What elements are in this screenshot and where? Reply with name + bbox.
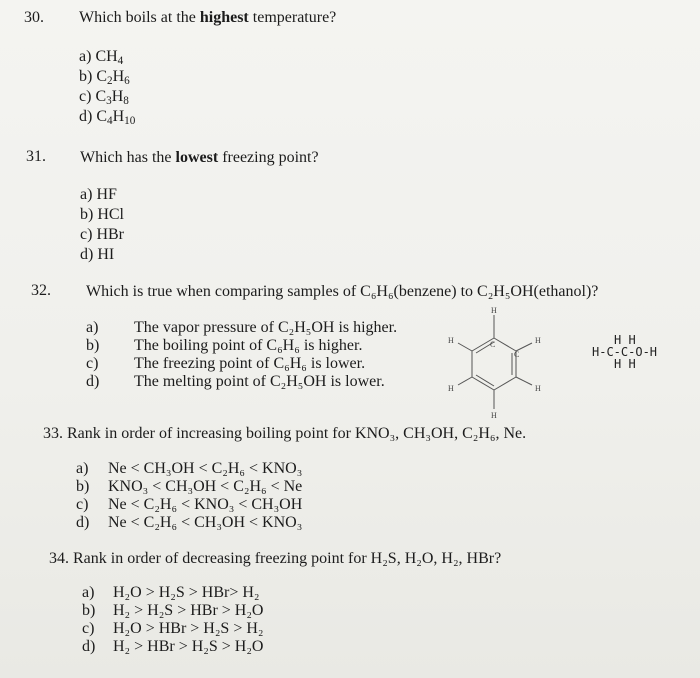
q31-option-c: c) HBr (80, 226, 124, 243)
q33-question-line (43, 425, 526, 443)
q32-option-d: The melting point of C₂H₅OH is lower. (134, 373, 385, 390)
q32-option-b: The boiling point of C₆H₆ is higher. (134, 337, 363, 354)
q32-options (134, 319, 397, 391)
q34-letters (82, 584, 95, 656)
q34-options (113, 584, 263, 656)
q31-text-after: freezing point? (218, 149, 319, 166)
q34-letter-d: d) (82, 638, 96, 655)
q33-option-d: Ne < C₂H₆ < CH₃OH < KNO₃ (108, 514, 303, 531)
q31-option-b: b) HCl (80, 206, 124, 223)
benzene-c-right: C (514, 350, 520, 359)
q34-option-d: H₂ > HBr > H₂S > H₂O (113, 638, 264, 655)
q34-option-c: H₂O > HBr > H₂S > H₂ (113, 620, 264, 637)
ethanol-structure (592, 334, 657, 370)
q30-options (79, 47, 135, 127)
q34-question: Rank in order of decreasing freezing point for H₂S, H₂O, H₂, HBr? (73, 550, 502, 567)
q33-letters (76, 460, 89, 532)
benzene-h-upper-left: H (448, 336, 454, 345)
q31-text-bold: lowest (175, 149, 219, 166)
ethanol-row-middle: H-C-C-O-H (592, 345, 658, 359)
q31-options (80, 185, 124, 265)
q30-text-before: Which boils at the (79, 9, 200, 26)
q32-number: 32. (31, 282, 51, 299)
q34-number: 34. (49, 550, 69, 567)
ethanol-row-bottom: H H (614, 357, 636, 371)
q33-option-c: Ne < C₂H₆ < KNO₃ < CH₃OH (108, 496, 303, 513)
ethanol-row-top: H H (614, 333, 636, 347)
benzene-bonds (458, 315, 532, 409)
q31-option-a: a) HF (80, 186, 117, 203)
q30-question (79, 9, 336, 27)
q33-letter-b: b) (76, 478, 90, 495)
q30-text-bold: highest (199, 9, 249, 26)
q31-question (80, 149, 319, 167)
q32-letters (86, 319, 99, 391)
q30-option-c: c) $C_3H_8$ (79, 88, 129, 107)
benzene-c-top: C (490, 340, 496, 349)
benzene-h-upper-right: H (535, 336, 541, 345)
q30-option-d: d) $C_4H_{10}$ (79, 108, 136, 127)
q34-question-line (49, 550, 501, 568)
q32-option-c: The freezing point of C₆H₆ is lower. (134, 355, 366, 372)
benzene-structure (440, 305, 560, 425)
q33-question: Rank in order of increasing boiling point for KNO₃, CH₃OH, C₂H₆, Ne. (67, 425, 527, 442)
q31-number: 31. (26, 148, 46, 165)
q34-option-b: H₂ > H₂S > HBr > H₂O (113, 602, 264, 619)
q32-letter-a: a) (86, 319, 99, 336)
q33-option-a: Ne < CH₃OH < C₂H₆ < KNO₃ (108, 460, 303, 477)
q30-option-a: a) $CH_4$ (79, 48, 124, 67)
q33-letter-d: d) (76, 514, 90, 531)
benzene-h-lower-right: H (535, 384, 541, 393)
q32-letter-b: b) (86, 337, 100, 354)
q32-letter-d: d) (86, 373, 100, 390)
q33-option-b: KNO₃ < CH₃OH < C₂H₆ < Ne (108, 478, 303, 495)
q33-letter-c: c) (76, 496, 89, 513)
q34-option-a: H₂O > H₂S > HBr> H₂ (113, 584, 260, 601)
q34-letter-b: b) (82, 602, 96, 619)
q31-option-d: d) HI (80, 246, 115, 263)
q30-number: 30. (24, 9, 44, 26)
benzene-h-top: H (491, 306, 497, 315)
q32-question: Which is true when comparing samples of C₆H₆(benzene) to C₂H₅OH(ethanol)? (86, 283, 599, 300)
q33-options (108, 460, 302, 532)
q34-letter-c: c) (82, 620, 95, 637)
benzene-h-bottom: H (491, 411, 497, 420)
q33-number: 33. (43, 425, 63, 442)
q33-letter-a: a) (76, 460, 89, 477)
q31-text-before: Which has the (80, 149, 176, 166)
q32-letter-c: c) (86, 355, 99, 372)
q30-text-after: temperature? (248, 9, 337, 26)
q32-option-a: The vapor pressure of C₂H₅OH is higher. (134, 319, 398, 336)
q34-letter-a: a) (82, 584, 95, 601)
benzene-h-lower-left: H (448, 384, 454, 393)
q30-option-b: b) $C_2H_6$ (79, 68, 130, 87)
